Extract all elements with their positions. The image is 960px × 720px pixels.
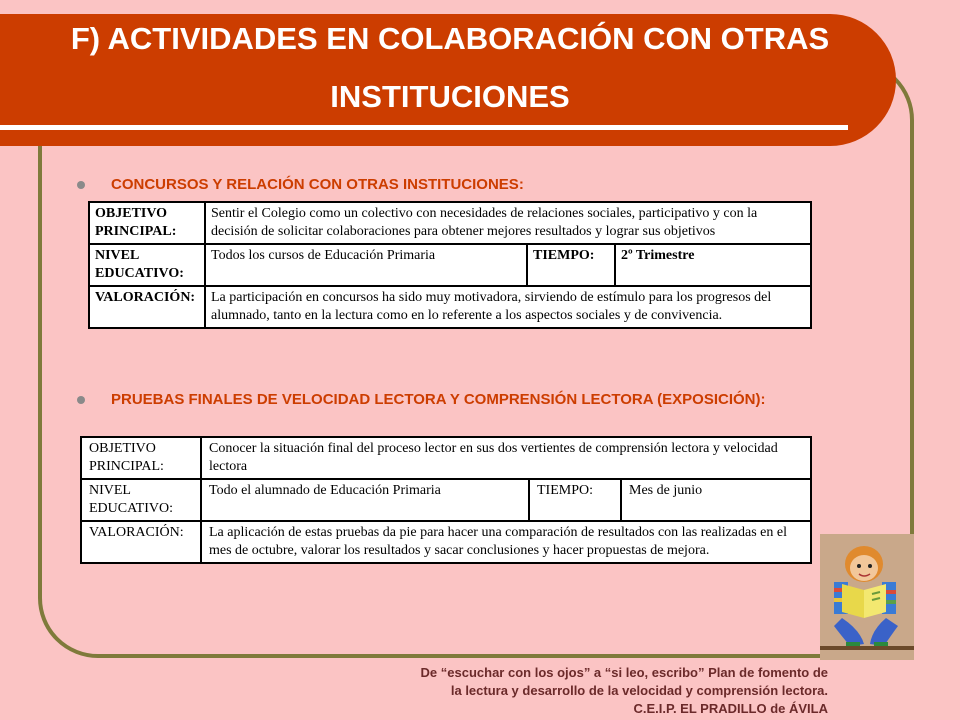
title-line-1: F) ACTIVIDADES EN COLABORACIÓN CON OTRAS bbox=[70, 21, 830, 56]
table-row bbox=[81, 479, 811, 521]
content-frame bbox=[38, 60, 914, 658]
table-row bbox=[81, 521, 811, 563]
section1-table bbox=[88, 201, 812, 329]
page-title bbox=[20, 18, 880, 117]
nivel-label: NIVEL EDUCATIVO: bbox=[89, 244, 205, 286]
objetivo-label: OBJETIVO PRINCIPAL: bbox=[81, 437, 201, 479]
reading-child-illustration bbox=[820, 534, 914, 660]
tiempo-label: TIEMPO: bbox=[527, 244, 615, 286]
objetivo-label: OBJETIVO PRINCIPAL: bbox=[89, 202, 205, 244]
table-row bbox=[89, 202, 811, 244]
bullet-icon bbox=[77, 396, 85, 404]
bullet-icon bbox=[77, 181, 85, 189]
tiempo-text: 2º Trimestre bbox=[615, 244, 811, 286]
title-line-2: INSTITUCIONES bbox=[330, 79, 570, 114]
nivel-label: NIVEL EDUCATIVO: bbox=[81, 479, 201, 521]
footer-line-3: C.E.I.P. EL PRADILLO de ÁVILA bbox=[633, 701, 828, 716]
title-underline bbox=[0, 125, 848, 130]
valoracion-label: VALORACIÓN: bbox=[89, 286, 205, 328]
tiempo-label: TIEMPO: bbox=[529, 479, 621, 521]
valoracion-text: La participación en concursos ha sido muy motivadora, sirviendo de estímulo para los progresos del alumnado, tanto en la lectura como en lo referente a los aspectos sociales y de convivencia. bbox=[205, 286, 811, 328]
section2-table bbox=[80, 436, 812, 564]
reading-child-icon bbox=[820, 534, 914, 660]
valoracion-label: VALORACIÓN: bbox=[81, 521, 201, 563]
objetivo-text: Conocer la situación final del proceso lector en sus dos vertientes de comprensión lectora y velocidad lectora bbox=[201, 437, 811, 479]
table-row bbox=[89, 244, 811, 286]
nivel-text: Todos los cursos de Educación Primaria bbox=[205, 244, 527, 286]
footer-line-1: De “escuchar con los ojos” a “si leo, escribo” Plan de fomento de bbox=[420, 665, 828, 680]
table-row bbox=[89, 286, 811, 328]
footer-line-2: la lectura y desarrollo de la velocidad y comprensión lectora. bbox=[450, 683, 828, 698]
valoracion-text: La aplicación de estas pruebas da pie para hacer una comparación de resultados con las realizadas en el mes de octubre, valorar los resultados y sacar conclusiones y hacer propuestas de mejora. bbox=[201, 521, 811, 563]
tiempo-text: Mes de junio bbox=[621, 479, 811, 521]
objetivo-text: Sentir el Colegio como un colectivo con necesidades de relaciones sociales, participativo y con la decisión de solicitar colaboraciones para obtener mejores resultados y lograr sus objetivos bbox=[205, 202, 811, 244]
section2-heading: PRUEBAS FINALES DE VELOCIDAD LECTORA Y COMPRENSIÓN LECTORA (EXPOSICIÓN): bbox=[111, 391, 766, 408]
footer-credits bbox=[421, 664, 828, 718]
table-row bbox=[81, 437, 811, 479]
section1-heading: CONCURSOS Y RELACIÓN CON OTRAS INSTITUCIONES: bbox=[111, 176, 524, 193]
nivel-text: Todo el alumnado de Educación Primaria bbox=[201, 479, 529, 521]
